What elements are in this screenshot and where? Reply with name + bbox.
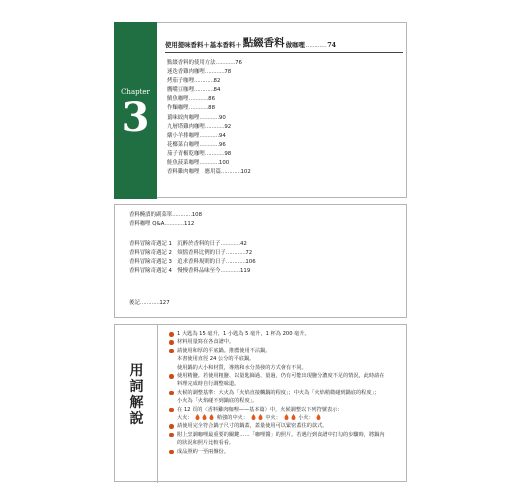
toc-leader: ………… [204,123,225,130]
note-item [169,330,403,338]
chapter-number: 3 [121,94,150,141]
glossary-section [114,324,407,482]
toc-page: 82 [213,78,221,85]
toc-title: 迷迭香雞肉咖哩 [167,69,205,76]
toc-title: 香料冒險奇遇記 4 慢慢香料品味至今 [129,268,221,275]
extras-toc-list [129,211,202,229]
toc-leader: ………… [164,221,184,228]
toc-title: 鷹嘴豆咖哩 [167,87,194,94]
note-text: 小火為「火焰碰不到鍋底的程度」。 [177,398,258,405]
note-text: 的狀況和照片比較看看。 [177,440,235,447]
note-item [169,338,403,346]
toc-item[interactable] [167,150,251,159]
flame-icon [284,414,289,420]
toc-item[interactable] [129,211,202,220]
toc-item[interactable] [129,240,256,249]
toc-title: 後記 [129,300,140,306]
note-text: 使用精鹽。若使用粗鹽、以量匙篩過、量過，仍有可能出現鹽分濃度不足的情況，此時請在 [177,373,385,380]
toc-page: 119 [239,268,251,275]
essay-toc-list [129,240,256,276]
toc-page: 42 [239,241,247,247]
chapter-header[interactable] [165,29,403,49]
note-text: 材料用量寫在各食譜中。 [177,339,235,346]
glossary-title-char: 用 [129,363,144,379]
toc-title: 燉小羊排咖哩 [167,132,200,139]
glossary-title-char: 解 [129,395,144,411]
toc-title: 點綴香料的使用方法 [167,60,216,66]
toc-item[interactable] [167,159,251,168]
toc-page: 90 [218,114,226,121]
toc-leader: ………… [172,212,192,218]
note-continuation [169,355,403,363]
toc-page: 72 [245,250,253,257]
chapter-header-big: 點綴香料 [242,37,285,49]
toc-item[interactable] [167,95,251,104]
toc-leader: ………… [204,150,225,157]
toc-leader: ………… [199,114,219,121]
note-text: 本書使用直徑 24 公分的平底鍋。 [177,356,255,363]
chapter-section [114,22,407,198]
toc-page: 106 [245,259,256,266]
toc-page: 96 [218,141,226,148]
note-text: 成品照約一至兩盤份。 [177,448,229,455]
toc-leader: ………… [139,300,160,306]
toc-page: 94 [218,132,226,139]
toc-page: 127 [159,300,170,306]
toc-item[interactable] [129,267,256,276]
chapter-header-leader: ………… [305,43,327,49]
toc-item[interactable] [167,59,251,68]
bullet-dot [169,332,174,337]
note-text: 附上烹調咖哩最重要的關鍵……「咖哩醬」的照片。若遇行到食譜中打勾的步驟時，將鍋內 [177,431,385,438]
flame-icon [291,414,296,420]
toc-page: 78 [224,69,232,76]
note-item [169,448,403,456]
toc-page: 112 [183,221,195,228]
glossary-title [115,363,158,427]
note-continuation [169,439,403,447]
glossary-notes [169,330,403,456]
toc-leader: ………… [199,141,219,148]
toc-title: 香料雞肉咖哩 應用篇 [167,169,221,176]
note-text: 使用鍋的大小和材質，導熱和水分蒸發的方式會有不同。 [177,364,307,371]
chapter-header-tail: 做咖哩 [285,41,305,49]
toc-title: 鯖魚咖哩 [167,96,189,103]
bullet-dot [169,374,174,379]
afterword-toc-list [129,299,170,308]
note-item [169,422,403,430]
bullet-dot [169,391,174,396]
chapter-header-page: 74 [327,41,337,49]
toc-leader: ………… [193,78,214,85]
toc-title: 香料冒險奇遇記 1 沉醉於香料的日子 [129,241,221,247]
toc-title: 作麵咖哩 [167,105,189,112]
bullet-dot [169,424,174,429]
toc-leader: ………… [215,60,236,66]
toc-title: 烤茄子咖哩 [167,78,194,85]
flame-icon [258,414,263,420]
bullet-dot [169,340,174,345]
note-continuation [169,397,403,405]
flame-legend [169,414,403,422]
toc-page: 92 [224,123,232,130]
toc-page: 102 [240,169,251,176]
flame-icon [202,414,207,420]
toc-item[interactable] [129,258,256,267]
toc-page: 108 [191,212,202,218]
toc-leader: ………… [220,268,240,275]
contents-page [114,22,407,482]
toc-item[interactable] [167,168,251,177]
flame-big-label: 大火： [177,415,193,422]
note-continuation [169,380,403,388]
toc-item[interactable] [167,86,251,95]
note-item [169,389,403,397]
toc-title: 九層塔雞肉咖哩 [167,123,205,130]
chapter-word: Chapter [121,88,150,96]
toc-item[interactable] [167,77,251,86]
glossary-title-char: 說 [129,411,144,427]
header-divider [165,52,403,53]
toc-item[interactable] [167,68,251,77]
chapter-toc-list [167,59,251,177]
note-text: 料理完成時自行調整味道。 [177,381,240,388]
toc-title: 香料咖哩 Q&A [129,221,165,228]
toc-item[interactable] [167,104,251,113]
bullet-dot [169,450,174,455]
toc-item[interactable] [167,123,251,132]
toc-item[interactable] [129,220,202,229]
note-text: 在 12 頁的〈香料雞肉咖哩——基本篇〉中，火候調整以下列符號表示： [177,406,343,413]
toc-item[interactable] [167,114,251,123]
glossary-title-char: 詞 [129,379,144,395]
note-text: 火候的調整基準：大火為「火焰直接觸鍋的程度」；中火為「火焰稍微碰到鍋底的程度」； [177,389,380,396]
flame-medium-label: 中火： [265,415,281,422]
toc-item[interactable] [129,249,256,258]
toc-leader: ………… [199,132,219,139]
toc-title: 薑味絞肉咖哩 [167,114,200,121]
toc-title: 茄子青椒乾咖哩 [167,150,205,157]
toc-page: 98 [224,150,232,157]
note-text: 請使用和厚的平底鍋。推薦使用不沾鍋。 [177,347,271,354]
note-item [169,431,403,439]
toc-title: 香料醃漬的副菜單 [129,212,173,218]
toc-item[interactable] [167,141,251,150]
flame-low-label: 小火： [298,415,314,422]
bullet-dot [169,408,174,413]
flame-icon [195,414,200,420]
toc-leader: ………… [225,259,246,266]
toc-title: 花椰菜白咖哩 [167,141,200,148]
flame-medium-high-label: 稍強的中火： [216,415,249,422]
chapter-header-small: 使用提味香料＋基本香料＋ [165,41,242,49]
flame-icon [251,414,256,420]
note-item [169,347,403,355]
toc-title: 香料冒險奇遇記 3 追求香料規則的日子 [129,259,226,266]
toc-leader: ………… [204,69,225,76]
extras-section [114,204,407,318]
toc-page: 88 [208,105,215,112]
toc-title: 鮭魚菠菜咖哩 [167,160,200,167]
toc-page: 76 [235,60,242,66]
toc-item[interactable] [129,299,170,308]
toc-leader: ………… [199,160,219,167]
chapter-tab [114,22,157,199]
toc-page: 86 [208,96,215,103]
toc-leader: ………… [188,105,209,112]
toc-item[interactable] [167,132,251,141]
toc-leader: ………… [225,250,246,257]
toc-leader: ………… [193,87,214,94]
toc-leader: ………… [188,96,209,103]
toc-leader: ………… [220,169,241,176]
toc-page: 100 [218,160,230,167]
flame-icon [316,414,321,420]
note-text: 1 大匙為 15 毫升，1 小匙為 5 毫升，1 杯為 200 毫升。 [177,331,310,337]
toc-page: 84 [213,87,221,94]
note-continuation [169,364,403,372]
bullet-dot [169,433,174,438]
flame-icon [209,414,214,420]
toc-title: 香料冒險奇遇記 2 煩惱香料比例的日子 [129,250,226,257]
note-item [169,372,403,380]
note-text: 請使用完全符合鍋子尺寸的鍋蓋，蓋量使用可以緊密蓋住的款式。 [177,423,328,430]
bullet-dot [169,349,174,354]
toc-leader: ………… [220,241,240,247]
glossary-tab [115,325,158,483]
note-item [169,406,403,414]
